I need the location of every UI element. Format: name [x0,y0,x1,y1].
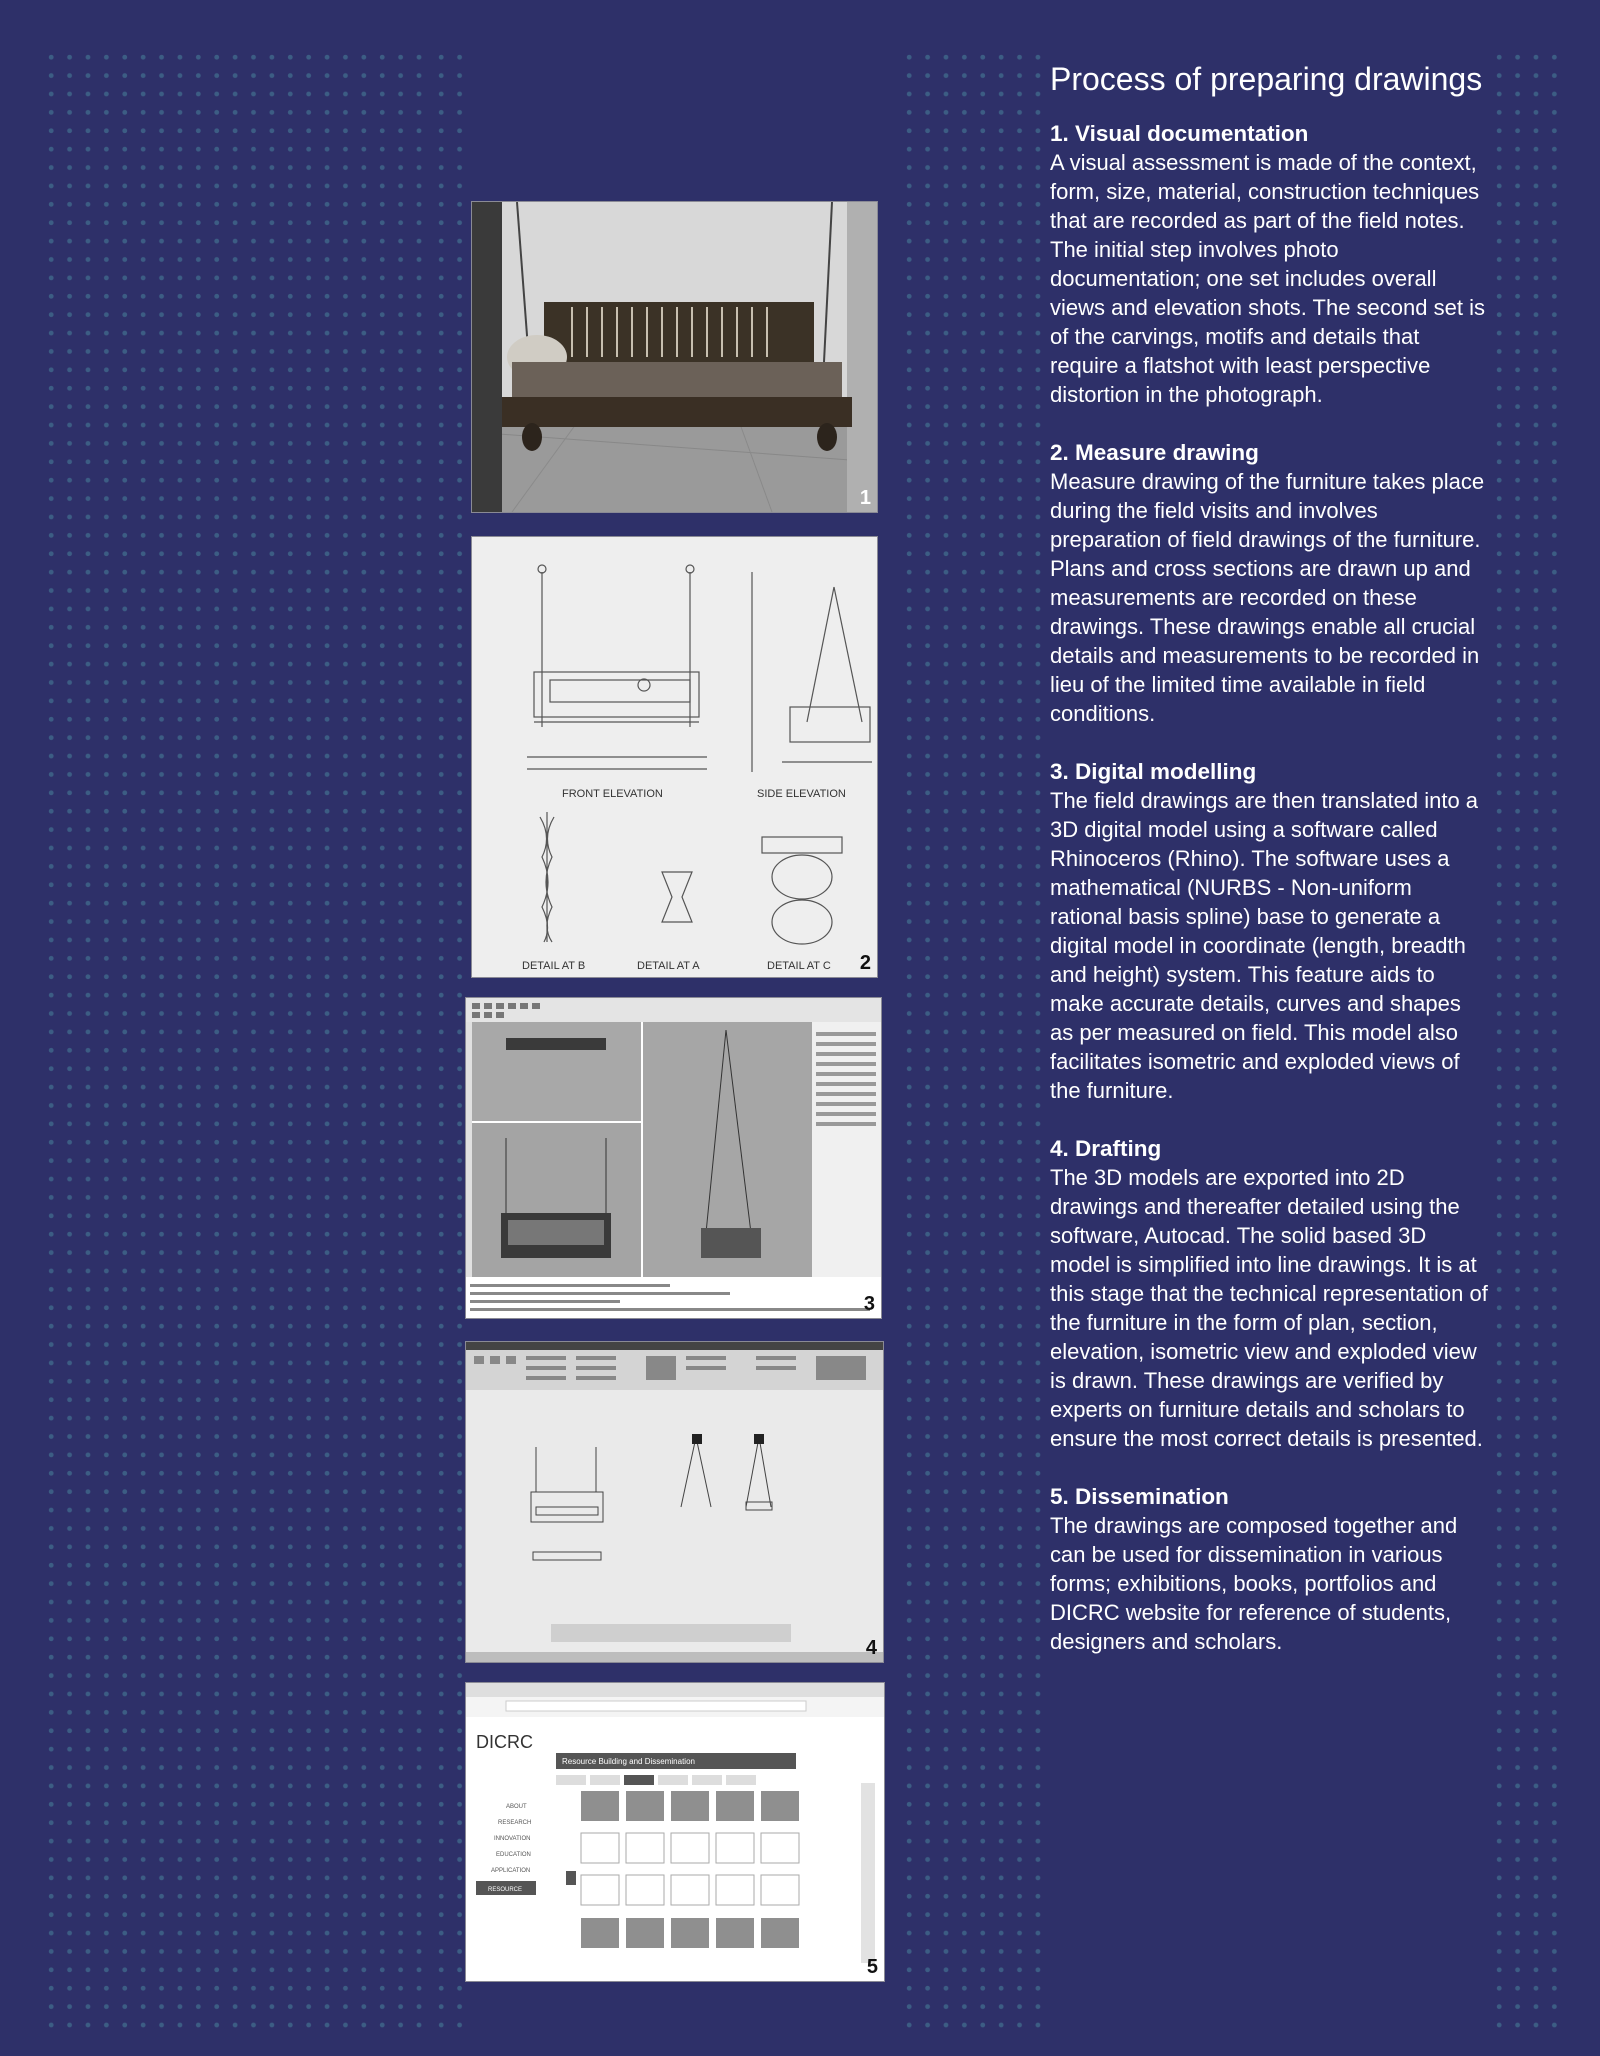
swing-photo-illustration [472,202,877,512]
figure-5-website-screenshot [466,1683,884,1981]
section-body: The field drawings are then translated into a 3D digital model using a software called Rhinoceros (Rhino). The software uses a mathematical (NURBS - Non-uniform rational basis spline) base to generate a digital model in coordinate (length, breadth and height) system. This feature aids to make accurate details, curves and shapes as per measured on field. This model also facilitates isometric and exploded views of the furniture. [1050,788,1479,1103]
autocad-ui-illustration [466,1342,883,1662]
dot-pattern-middle [900,48,1048,2030]
dot-pattern-left [42,48,432,2030]
section-heading: 2. Measure drawing [1050,440,1259,465]
website-banner: Resource Building and Dissemination [562,1757,695,1766]
detail-b-label: DETAIL AT B [522,960,586,972]
section-heading: 3. Digital modelling [1050,759,1257,784]
section-heading: 5. Dissemination [1050,1484,1229,1509]
section-heading: 4. Drafting [1050,1136,1162,1161]
figure-2-measure-drawing [472,537,877,977]
front-elevation-label: FRONT ELEVATION [562,788,663,800]
figure-1-swing-photograph [472,202,877,512]
nav-resource: RESOURCE [488,1887,523,1893]
website-ui-illustration [466,1683,884,1981]
process-text-column [1050,60,1490,1685]
figure-5-number: 5 [866,1956,878,1978]
figure-1-number: 1 [859,487,871,509]
nav-innovation: INNOVATION [494,1836,531,1842]
nav-education: EDUCATION [496,1852,531,1858]
section-dissemination [1050,1482,1490,1656]
detail-c-label: DETAIL AT C [767,960,831,972]
section-visual-documentation [1050,119,1490,409]
side-elevation-label: SIDE ELEVATION [757,788,846,800]
figure-4-number: 4 [865,1637,877,1659]
section-drafting [1050,1134,1490,1453]
figure-4-autocad-screenshot [466,1342,883,1662]
section-body: Measure drawing of the furniture takes place during the field visits and involves preparation of field drawings of the furniture. Plans and cross sections are drawn up and measurements are recorded on these drawings. These drawings enable all crucial details and measurements to be recorded in lieu of the limited time available in field conditions. [1050,469,1485,726]
nav-application: APPLICATION [491,1868,531,1874]
section-body: A visual assessment is made of the context, form, size, material, construction techniques that are recorded as part of the field notes. The initial step involves photo documentation; one set includes overall views and elevation shots. The second set is of the carvings, motifs and details that require a flatshot with least perspective distortion in the photograph. [1050,150,1485,407]
detail-a-label: DETAIL AT A [637,960,700,972]
section-body: The 3D models are exported into 2D drawings and thereafter detailed using the software, Autocad. The solid based 3D model is simplified into line drawings. It is at this stage that the technical representation of the furniture in the form of plan, section, elevation, isometric view and exploded view is drawn. These drawings are verified by experts on furniture details and scholars to ensure the most correct details is presented. [1050,1165,1488,1451]
section-body: The drawings are composed together and can be used for dissemination in various forms; exhibitions, books, portfolios and DICRC website for reference of students, designers and scholars. [1050,1513,1458,1654]
page-title: Process of preparing drawings [1050,61,1483,97]
nav-about: ABOUT [506,1804,527,1810]
measure-drawing-sketch [472,537,877,977]
nav-research: RESEARCH [498,1820,532,1826]
section-measure-drawing [1050,438,1490,728]
figure-2-number: 2 [859,952,871,974]
figure-3-rhino-screenshot [466,998,881,1318]
dot-pattern-mid-left [432,48,468,2030]
figure-3-number: 3 [863,1293,875,1315]
section-digital-modelling [1050,757,1490,1105]
section-heading: 1. Visual documentation [1050,121,1309,146]
dot-pattern-right [1490,48,1570,2030]
dicrc-logo-text: DICRC [476,1732,533,1752]
rhino-ui-illustration [466,998,881,1318]
